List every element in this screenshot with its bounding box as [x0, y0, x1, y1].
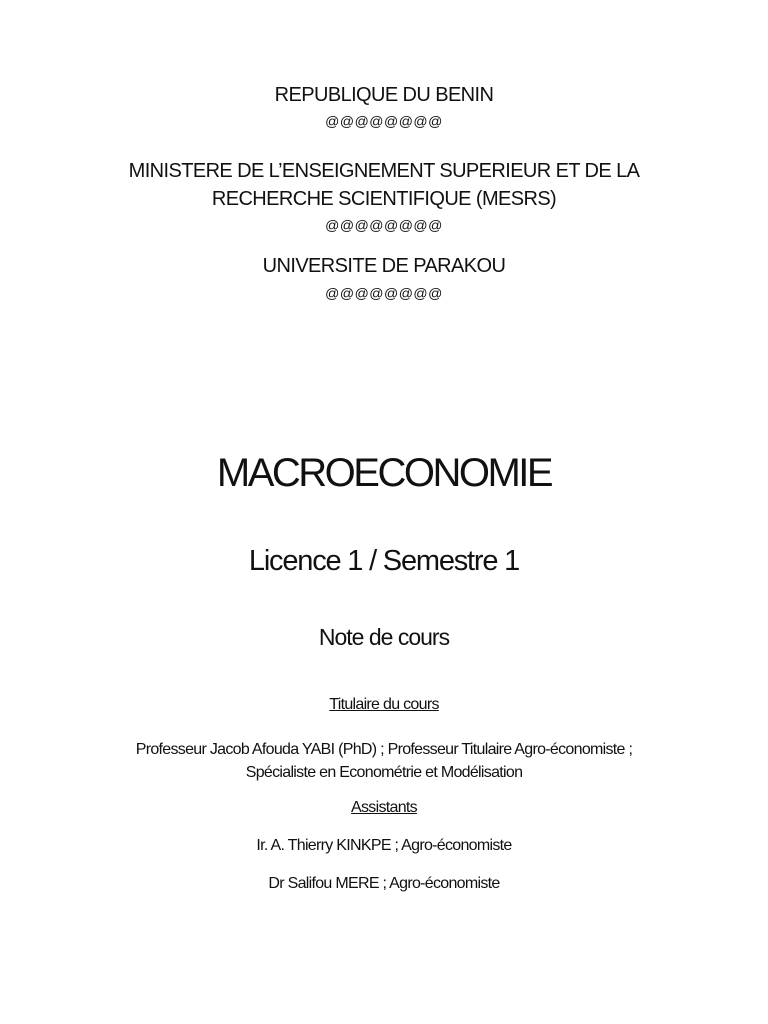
- ministry-heading-line2: RECHERCHE SCIENTIFIQUE (MESRS): [211, 188, 557, 210]
- separator: @@@@@@@@: [325, 285, 443, 301]
- assistant-2: Dr Salifou MERE ; Agro-économiste: [268, 875, 500, 892]
- university-heading: UNIVERSITE DE PARAKOU: [262, 255, 506, 277]
- course-title: MACROECONOMIE: [216, 451, 552, 495]
- holder-line2: Spécialiste en Econométrie et Modélisation: [245, 764, 523, 781]
- course-note-label: Note de cours: [318, 624, 450, 650]
- holder-line1: Professeur Jacob Afouda YABI (PhD) ; Professeur Titulaire Agro-économiste ;: [135, 741, 633, 758]
- holder-heading: Titulaire du cours: [329, 696, 439, 713]
- assistants-heading: Assistants: [351, 799, 417, 816]
- assistant-1: Ir. A. Thierry KINKPE ; Agro-économiste: [256, 837, 512, 854]
- separator: @@@@@@@@: [325, 217, 443, 233]
- course-level: Licence 1 / Semestre 1: [248, 545, 520, 577]
- separator: @@@@@@@@: [325, 113, 443, 129]
- republic-heading: REPUBLIQUE DU BENIN: [274, 84, 494, 106]
- ministry-heading-line1: MINISTERE DE L’ENSEIGNEMENT SUPERIEUR ET DE LA: [128, 160, 640, 182]
